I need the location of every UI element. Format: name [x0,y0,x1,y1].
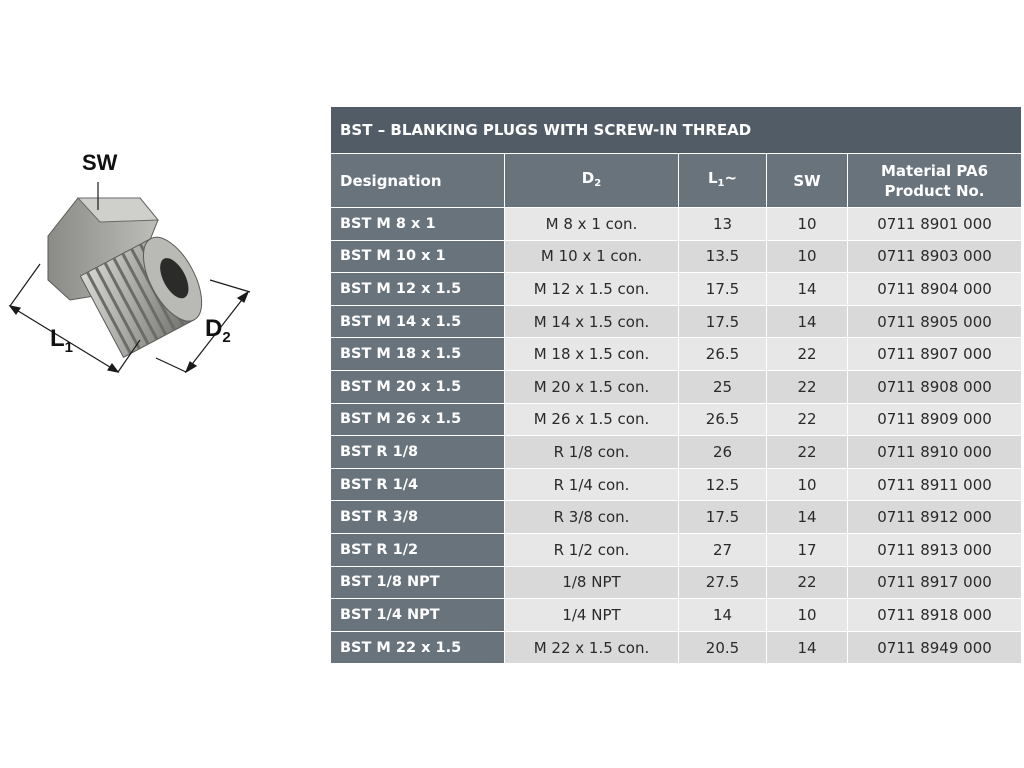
sw-cell: 22 [767,338,848,371]
product-no-cell: 0711 8908 000 [848,370,1022,403]
table-row [331,533,1022,566]
sw-cell: 10 [767,208,848,241]
designation-cell: BST R 1/2 [331,533,505,566]
product-no-cell: 0711 8918 000 [848,599,1022,632]
sw-label: SW [82,150,118,175]
designation-cell: BST R 1/4 [331,468,505,501]
product-no-cell: 0711 8904 000 [848,273,1022,306]
blanking-plugs-table [330,106,1022,664]
d2-cell: 1/4 NPT [505,599,679,632]
header-sw: SW [767,154,848,208]
l1-cell: 26 [679,436,767,469]
d2-cell: R 1/8 con. [505,436,679,469]
table-row [331,338,1022,371]
d2-cell: R 1/2 con. [505,533,679,566]
sw-cell: 22 [767,566,848,599]
table-row [331,599,1022,632]
sw-cell: 14 [767,273,848,306]
d2-cell: M 20 x 1.5 con. [505,370,679,403]
l1-cell: 27 [679,533,767,566]
l1-cell: 17.5 [679,501,767,534]
product-no-cell: 0711 8913 000 [848,533,1022,566]
sw-cell: 17 [767,533,848,566]
table-row [331,370,1022,403]
d2-cell: M 26 x 1.5 con. [505,403,679,436]
table-row [331,240,1022,273]
d2-cell: M 14 x 1.5 con. [505,305,679,338]
l1-cell: 27.5 [679,566,767,599]
l1-cell: 25 [679,370,767,403]
d2-cell: 1/8 NPT [505,566,679,599]
blanking-plug-drawing [0,140,300,400]
table-row [331,273,1022,306]
table-row [331,566,1022,599]
sw-cell: 14 [767,305,848,338]
table-row [331,208,1022,241]
designation-cell: BST R 3/8 [331,501,505,534]
sw-cell: 10 [767,468,848,501]
l1-cell: 13.5 [679,240,767,273]
product-no-cell: 0711 8907 000 [848,338,1022,371]
l1-cell: 13 [679,208,767,241]
product-no-cell: 0711 8912 000 [848,501,1022,534]
designation-cell: BST M 12 x 1.5 [331,273,505,306]
designation-cell: BST R 1/8 [331,436,505,469]
d2-cell: M 18 x 1.5 con. [505,338,679,371]
designation-cell: BST M 18 x 1.5 [331,338,505,371]
product-no-cell: 0711 8917 000 [848,566,1022,599]
sw-cell: 14 [767,501,848,534]
l1-label: $L_1$ [50,325,74,356]
table-row [331,305,1022,338]
d2-cell: M 22 x 1.5 con. [505,631,679,664]
sw-cell: 14 [767,631,848,664]
d2-cell: M 10 x 1 con. [505,240,679,273]
l1-cell: 17.5 [679,273,767,306]
d2-label: $D_2$ [205,315,231,346]
product-no-cell: 0711 8911 000 [848,468,1022,501]
designation-cell: BST M 20 x 1.5 [331,370,505,403]
l1-cell: 26.5 [679,338,767,371]
d2-cell: M 8 x 1 con. [505,208,679,241]
table-row [331,403,1022,436]
sw-cell: 22 [767,403,848,436]
sw-cell: 22 [767,370,848,403]
d2-cell: R 1/4 con. [505,468,679,501]
designation-cell: BST 1/4 NPT [331,599,505,632]
product-no-cell: 0711 8949 000 [848,631,1022,664]
product-no-cell: 0711 8901 000 [848,208,1022,241]
d2-cell: M 12 x 1.5 con. [505,273,679,306]
table-row [331,468,1022,501]
product-no-cell: 0711 8910 000 [848,436,1022,469]
l1-cell: 17.5 [679,305,767,338]
d2-cell: R 3/8 con. [505,501,679,534]
sw-cell: 10 [767,240,848,273]
header-product-no: Material PA6 Product No. [848,154,1022,208]
product-no-cell: 0711 8905 000 [848,305,1022,338]
designation-cell: BST M 22 x 1.5 [331,631,505,664]
sw-cell: 10 [767,599,848,632]
designation-cell: BST M 26 x 1.5 [331,403,505,436]
l1-cell: 14 [679,599,767,632]
sw-cell: 22 [767,436,848,469]
header-row [331,154,1022,208]
l1-cell: 26.5 [679,403,767,436]
table-row [331,501,1022,534]
designation-cell: BST M 8 x 1 [331,208,505,241]
header-designation: Designation [331,154,505,208]
product-no-cell: 0711 8909 000 [848,403,1022,436]
header-l1: $L_1\sim$ [679,154,767,208]
table-title: BST – BLANKING PLUGS WITH SCREW-IN THREAD [331,107,1022,154]
product-no-cell: 0711 8903 000 [848,240,1022,273]
designation-cell: BST 1/8 NPT [331,566,505,599]
header-d2: $D_2$ [505,154,679,208]
table-row [331,436,1022,469]
designation-cell: BST M 14 x 1.5 [331,305,505,338]
l1-cell: 12.5 [679,468,767,501]
l1-cell: 20.5 [679,631,767,664]
plug-body [48,198,214,357]
table-row [331,631,1022,664]
designation-cell: BST M 10 x 1 [331,240,505,273]
